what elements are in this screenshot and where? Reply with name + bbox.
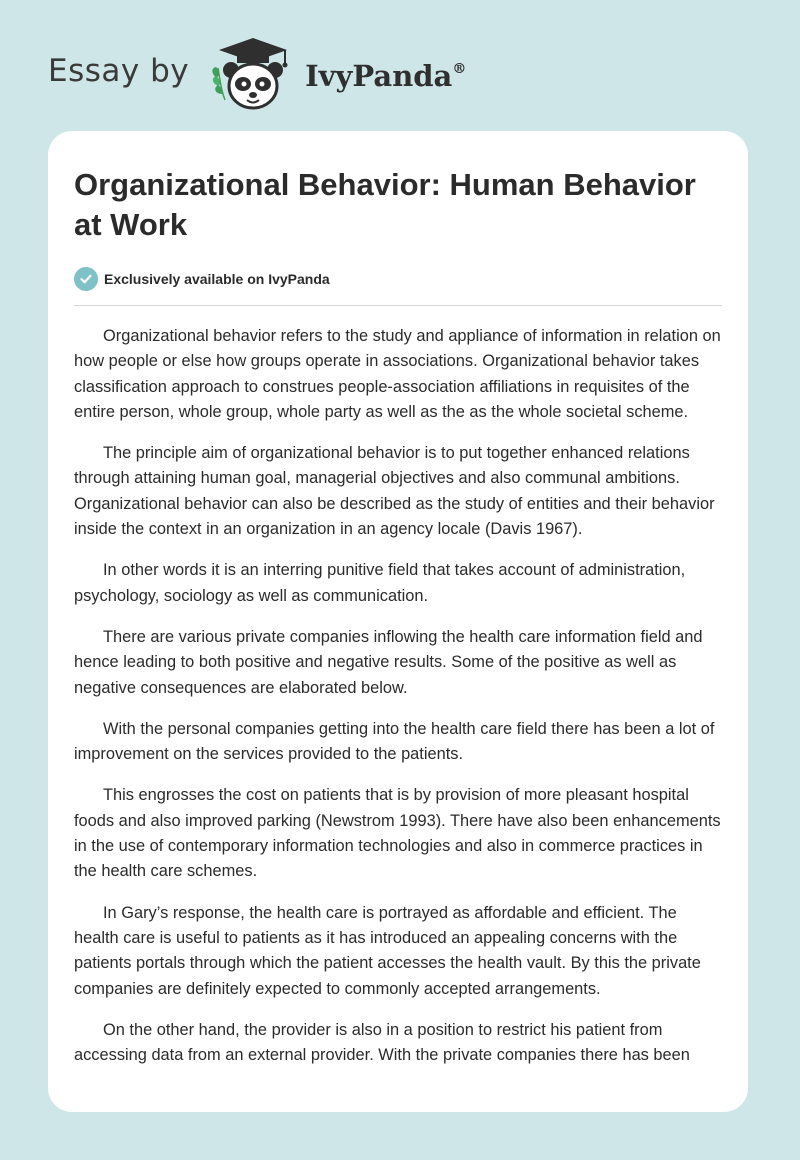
essay-paragraph: With the personal companies getting into the health care field there has been a lot of improvement on the services provided to the patients. — [74, 719, 715, 764]
essay-body — [74, 324, 722, 1068]
essay-paragraph: In Gary’s response, the health care is portrayed as affordable and efficient. The health care is useful to patients as it has introduced an appealing concerns with the patients portals through which the patient accesses the health vault. By this the private companies are definitely expected to commonly accepted arrangements. — [74, 903, 701, 998]
panda-graduate-icon — [207, 34, 299, 114]
essay-paragraph: There are various private companies inflowing the health care information field and hence leading to both positive and negative results. Some of the positive as well as negative consequences are elaborated below. — [74, 627, 703, 697]
ivypanda-logo[interactable] — [207, 34, 466, 114]
essay-paragraph: Organizational behavior refers to the study and appliance of information in relation on how people or else how groups operate in associations. Organizational behavior takes classification approach to construes people-association affiliations in requisites of the entire person, whole group, whole party as well as the as the whole societal scheme. — [74, 327, 721, 421]
essay-title: Organizational Behavior: Human Behavior at Work — [74, 167, 696, 242]
exclusive-badge-label: Exclusively available on IvyPanda — [104, 271, 330, 287]
brand-name — [305, 59, 466, 93]
exclusive-badge — [74, 267, 722, 291]
essay-paragraph: In other words it is an interring punitive field that takes account of administration, psychology, sociology as well as communication. — [74, 561, 686, 605]
check-circle-icon — [74, 267, 98, 291]
essay-paragraph: The principle aim of organizational behavior is to put together enhanced relations through attaining human goal, managerial objectives and also communal ambitions. Organizational behavior can also be described as the study of entities and their behavior inside the context in an organization in an agency locale (Davis 1967). — [74, 444, 715, 539]
essay-content-wrapper — [74, 165, 722, 1084]
essay-paragraph: This engrosses the cost on patients that is by provision of more pleasant hospital foods and also improved parking (Newstrom 1993). There have also been enhancements in the use of contemporary information technologies and also in commerce practices in the health care schemes. — [74, 786, 721, 881]
title-divider — [74, 305, 722, 306]
essay-paragraph: On the other hand, the provider is also in a position to restrict his patient from accessing data from an external provider. With the private companies there has been — [74, 1020, 690, 1065]
essay-by-label: Essay by — [48, 53, 190, 89]
registered-mark: ® — [452, 61, 467, 77]
site-header — [48, 34, 466, 114]
essay-card — [48, 131, 748, 1112]
brand-label: IvyPanda — [305, 59, 453, 93]
